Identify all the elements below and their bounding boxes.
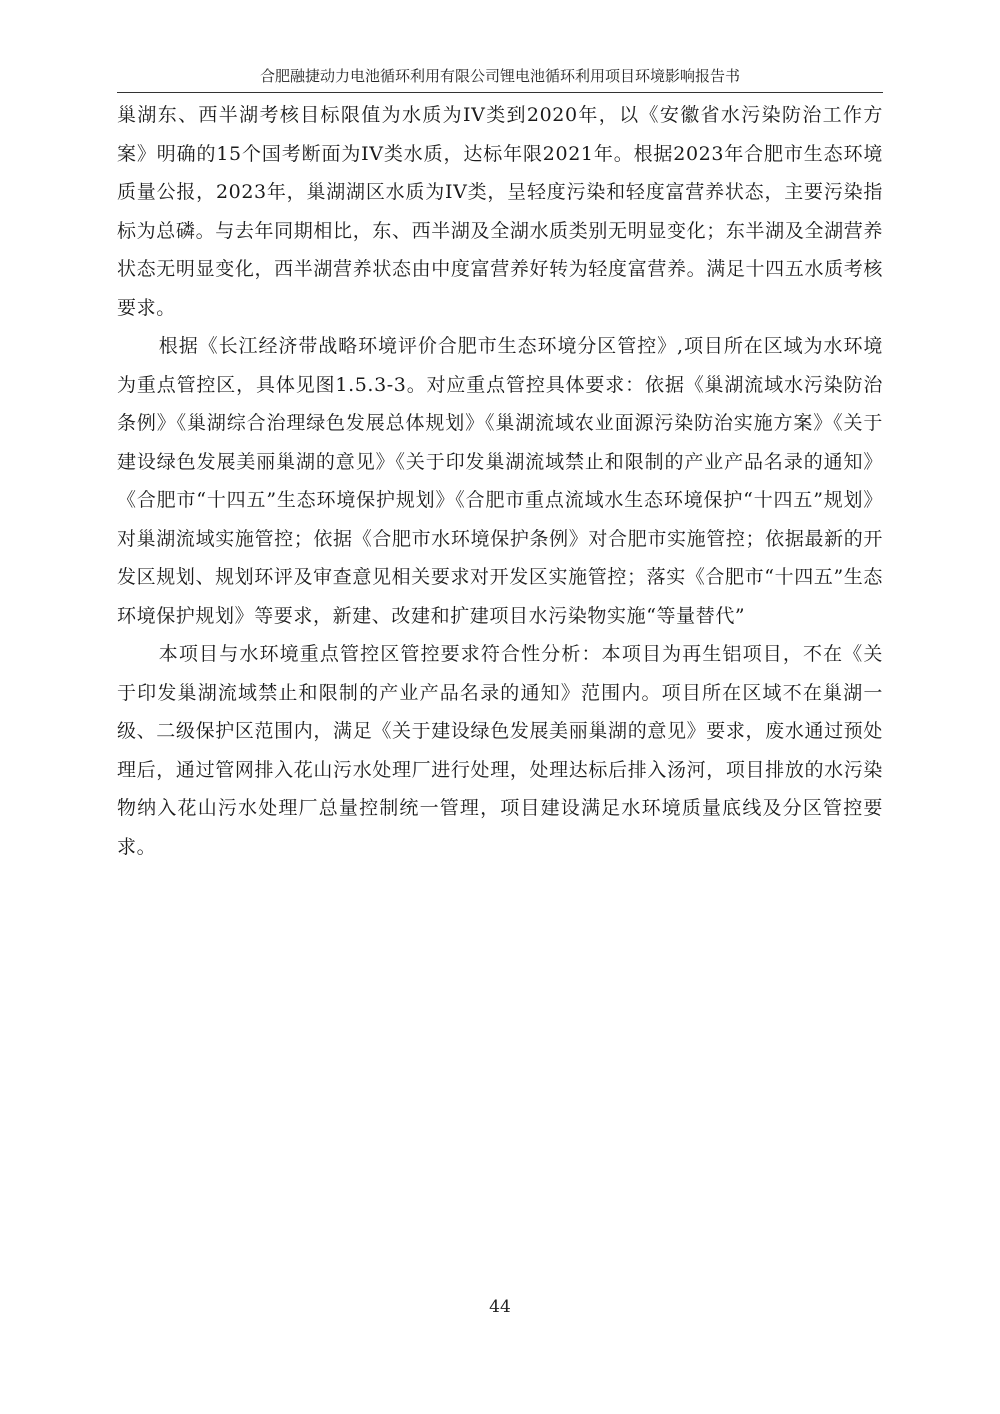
document-body bbox=[117, 96, 883, 866]
paragraph-water-quality: 巢湖东、西半湖考核目标限值为水质为IV类到2020年，以《安徽省水污染防治工作方案》明确的15个国考断面为IV类水质，达标年限2021年。根据2023年合肥市生态环境质量公报，2023年，巢湖湖区水质为IV类，呈轻度污染和轻度富营养状态，主要污染指标为总磷。与去年同期相比，东、西半湖及全湖水质类别无明显变化；东半湖及全湖营养状态无明显变化，西半湖营养状态由中度富营养好转为轻度富营养。满足十四五水质考核要求。 bbox=[117, 104, 883, 319]
page-header-title: 合肥融捷动力电池循环利用有限公司锂电池循环利用项目环境影响报告书 bbox=[259, 67, 740, 85]
paragraph-compliance-analysis: 本项目与水环境重点管控区管控要求符合性分析：本项目为再生铝项目，不在《关于印发巢湖流域禁止和限制的产业产品名录的通知》范围内。项目所在区域不在巢湖一级、二级保护区范围内，满足《关于建设绿色发展美丽巢湖的意见》要求，废水通过预处理后，通过管网排入花山污水处理厂进行处理，处理达标后排入汤河，项目排放的水污染物纳入花山污水处理厂总量控制统一管理，项目建设满足水环境质量底线及分区管控要求。 bbox=[117, 643, 883, 858]
header-divider bbox=[117, 92, 883, 93]
page-number: 44 bbox=[489, 1297, 511, 1317]
paragraph-zoning-control: 根据《长江经济带战略环境评价合肥市生态环境分区管控》,项目所在区域为水环境为重点管控区，具体见图1.5.3-3。对应重点管控具体要求：依据《巢湖流域水污染防治条例》《巢湖综合治理绿色发展总体规划》《巢湖流域农业面源污染防治实施方案》《关于建设绿色发展美丽巢湖的意见》《关于印发巢湖流域禁止和限制的产业产品名录的通知》《合肥市“十四五”生态环境保护规划》《合肥市重点流域水生态环境保护“十四五”规划》对巢湖流域实施管控；依据《合肥市水环境保护条例》对合肥市实施管控；依据最新的开发区规划、规划环评及审查意见相关要求对开发区实施管控；落实《合肥市“十四五”生态环境保护规划》等要求，新建、改建和扩建项目水污染物实施“等量替代” bbox=[117, 335, 883, 627]
